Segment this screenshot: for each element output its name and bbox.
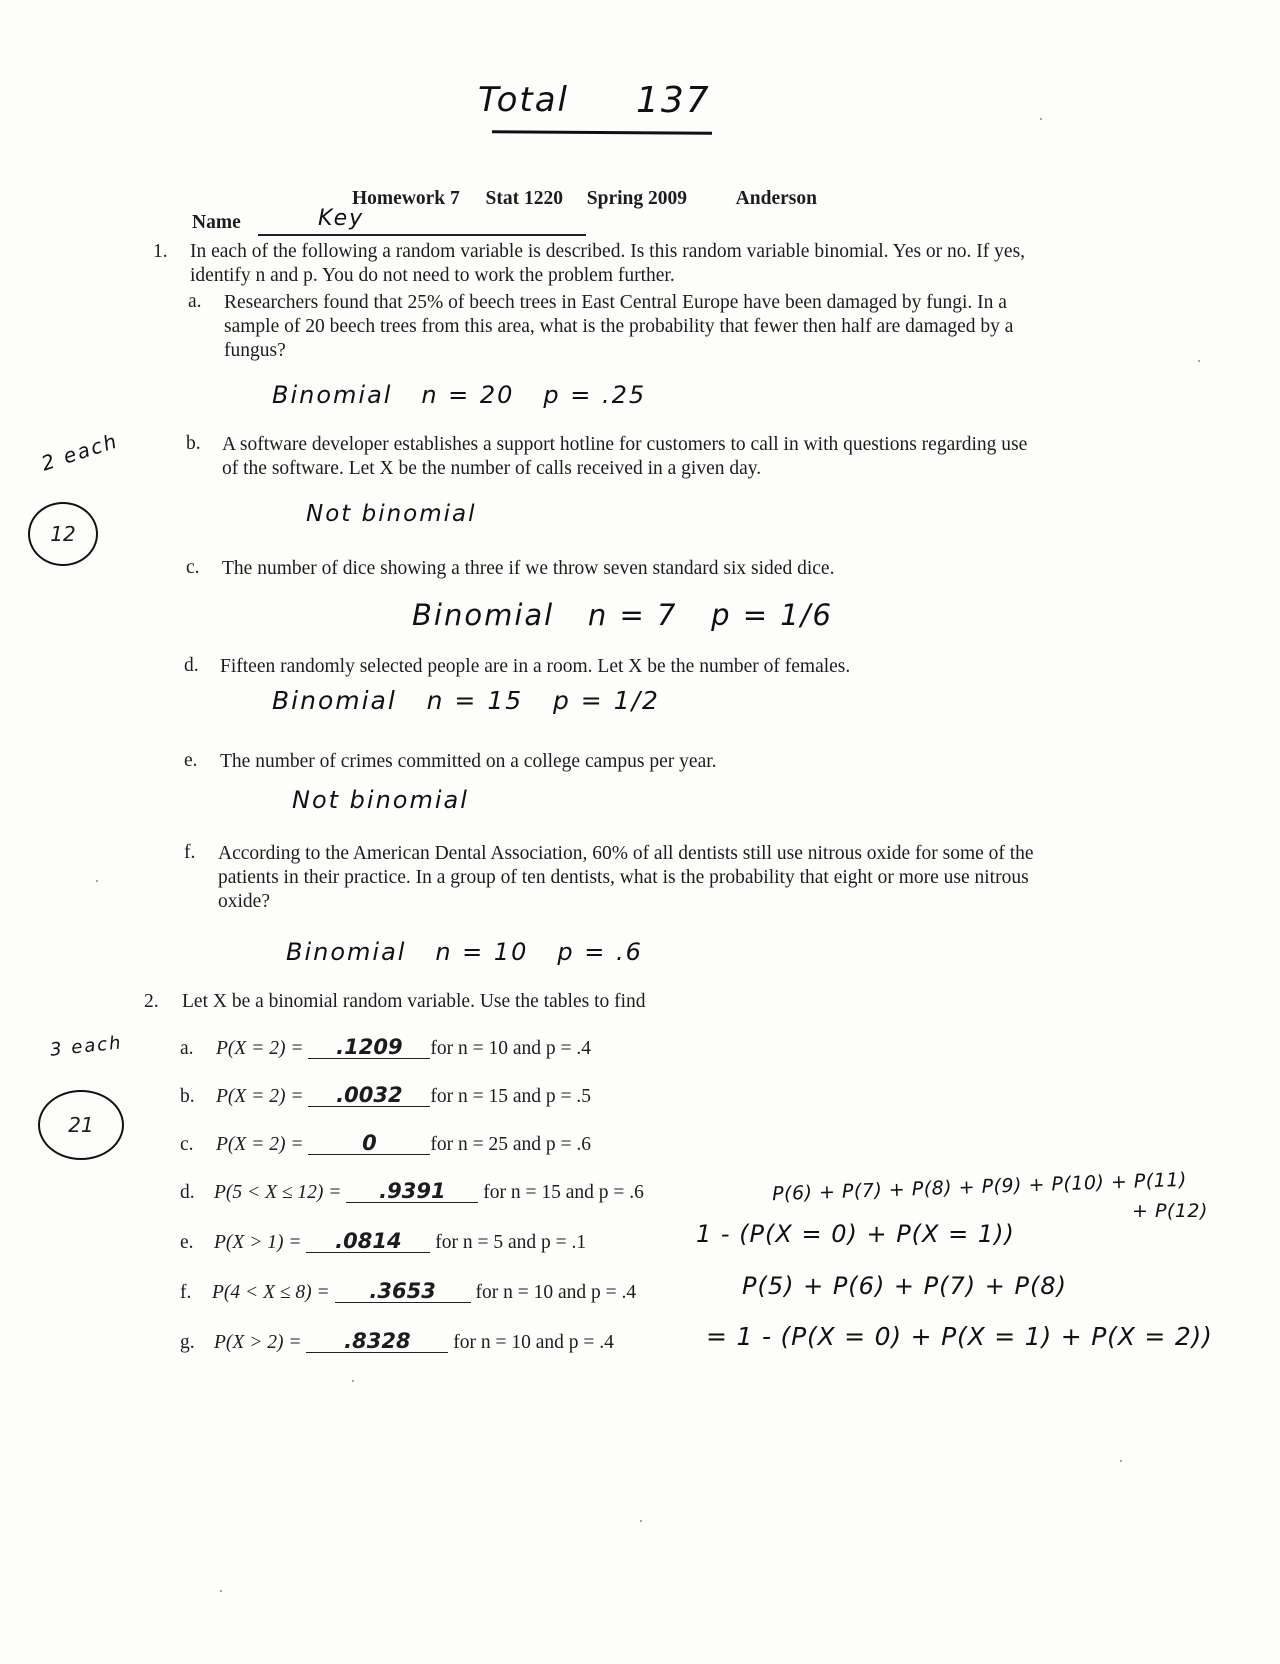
q2c-row: [180, 1132, 591, 1157]
q1-prompt: In each of the following a random variable is described. Is this random variable binomial. Yes or no. If yes, identify n and p. You do not need to work the problem further.: [190, 241, 1026, 286]
q2-prompt: Let X be a binomial random variable. Use the tables to find: [182, 991, 646, 1012]
grade-underline: [492, 130, 712, 135]
q1e-answer: Not binomial: [292, 786, 469, 814]
name-label: Name: [192, 212, 241, 233]
q2c-letter: c.: [180, 1134, 194, 1155]
q1f-text: According to the American Dental Association, 60% of all dentists still use nitrous oxide for some of the patients in their practice. In a group of ten dentists, what is the probability that eight or more use nitrous oxide?: [218, 843, 1034, 912]
q1d-text: Fifteen randomly selected people are in a room. Let X be the number of females.: [220, 656, 851, 677]
course-code: Stat 1220: [485, 188, 563, 209]
grade-total-label: Total: [478, 80, 569, 120]
q2f-row: [180, 1280, 636, 1305]
q1a-text: Researchers found that 25% of beech trees in East Central Europe have been damaged by fungi. In a sample of 20 beech trees from this area, what is the probability that fewer then half are damaged by a fungus?: [224, 292, 1014, 361]
q2d-params: for n = 15 and p = .6: [483, 1182, 644, 1203]
scan-speck: [1040, 118, 1042, 120]
q1-number: 1.: [153, 241, 168, 262]
q2b-letter: b.: [180, 1086, 195, 1107]
q1-points-note: 2 each: [38, 428, 122, 476]
q2f-letter: f.: [180, 1282, 192, 1303]
q2g-expr: P(X > 2) =: [214, 1332, 302, 1353]
scan-speck: [96, 880, 98, 882]
q2c-params: for n = 25 and p = .6: [430, 1134, 592, 1155]
q1c-text: The number of dice showing a three if we throw seven standard six sided dice.: [222, 558, 835, 579]
homework-title: [352, 188, 817, 210]
q2e-row: [180, 1230, 586, 1255]
q2g-work: = 1 - (P(X = 0) + P(X = 1) + P(X = 2)): [706, 1322, 1213, 1351]
q1b-text: A software developer establishes a support hotline for customers to call in with questions regarding use of the software. Let X be the number of calls received in a given day.: [222, 434, 1028, 479]
q1f-letter: f.: [184, 842, 196, 863]
q2e-work: 1 - (P(X = 0) + P(X = 1)): [696, 1220, 1015, 1248]
name-line: [258, 234, 586, 236]
q1e-text: The number of crimes committed on a college campus per year.: [220, 751, 717, 772]
q2-score-circle: [38, 1090, 124, 1160]
q2a-answer: .1209: [308, 1036, 430, 1059]
q1c-letter: c.: [186, 557, 200, 578]
q2f-params: for n = 10 and p = .4: [475, 1282, 637, 1303]
instructor: Anderson: [735, 188, 817, 209]
q2a-params: for n = 10 and p = .4: [430, 1038, 592, 1059]
q1b-letter: b.: [186, 433, 201, 454]
q2a-expr: P(X = 2) =: [216, 1038, 304, 1059]
q1-score: 12: [50, 522, 76, 546]
q2d-row: [180, 1180, 644, 1205]
q2g-row: [180, 1330, 614, 1355]
q2b-row: [180, 1084, 591, 1109]
q2d-expr: P(5 < X ≤ 12) =: [214, 1182, 342, 1203]
term: Spring 2009: [586, 188, 687, 209]
q1c-answer: Binomial n = 7 p = 1/6: [412, 598, 833, 632]
scan-speck: [220, 1590, 222, 1592]
q2-score: 21: [68, 1113, 94, 1137]
q1f-answer: Binomial n = 10 p = .6: [286, 938, 643, 966]
scan-speck: [1198, 360, 1200, 362]
q2d-work-continued: + P(12): [1132, 1200, 1208, 1222]
q2c-expr: P(X = 2) =: [216, 1134, 304, 1155]
q2f-work: P(5) + P(6) + P(7) + P(8): [742, 1272, 1067, 1300]
q2e-params: for n = 5 and p = .1: [435, 1232, 587, 1253]
scan-speck: [352, 1380, 354, 1382]
q2-points-note: 3 each: [49, 1032, 124, 1061]
q1a-answer: Binomial n = 20 p = .25: [272, 381, 647, 409]
q2b-params: for n = 15 and p = .5: [430, 1086, 592, 1107]
q2e-letter: e.: [180, 1232, 194, 1253]
q1b-answer: Not binomial: [306, 501, 477, 527]
q1e-letter: e.: [184, 750, 198, 771]
q1d-letter: d.: [184, 655, 199, 676]
scan-speck: [1120, 1460, 1122, 1462]
q2a-letter: a.: [180, 1038, 194, 1059]
q2c-answer: 0: [308, 1132, 430, 1155]
q2d-letter: d.: [180, 1182, 195, 1203]
q2a-row: [180, 1036, 591, 1061]
q2e-expr: P(X > 1) =: [214, 1232, 302, 1253]
q2f-answer: .3653: [335, 1280, 471, 1303]
scan-speck: [640, 1520, 642, 1522]
q2e-answer: .0814: [306, 1230, 430, 1253]
name-value: Key: [318, 206, 365, 231]
homework-number: Homework 7: [352, 188, 460, 209]
q2g-answer: .8328: [306, 1330, 448, 1353]
q2d-answer: .9391: [346, 1180, 478, 1203]
q2g-letter: g.: [180, 1332, 195, 1353]
q1d-answer: Binomial n = 15 p = 1/2: [272, 686, 660, 715]
q2d-work: P(6) + P(7) + P(8) + P(9) + P(10) + P(11): [771, 1168, 1188, 1206]
q2g-params: for n = 10 and p = .4: [453, 1332, 614, 1353]
q1-score-circle: [28, 502, 98, 566]
grade-total-score: 137: [636, 80, 711, 121]
q2f-expr: P(4 < X ≤ 8) =: [212, 1282, 330, 1303]
q1a-letter: a.: [188, 291, 202, 312]
q2b-expr: P(X = 2) =: [216, 1086, 304, 1107]
q2b-answer: .0032: [308, 1084, 430, 1107]
q2-number: 2.: [144, 991, 159, 1012]
